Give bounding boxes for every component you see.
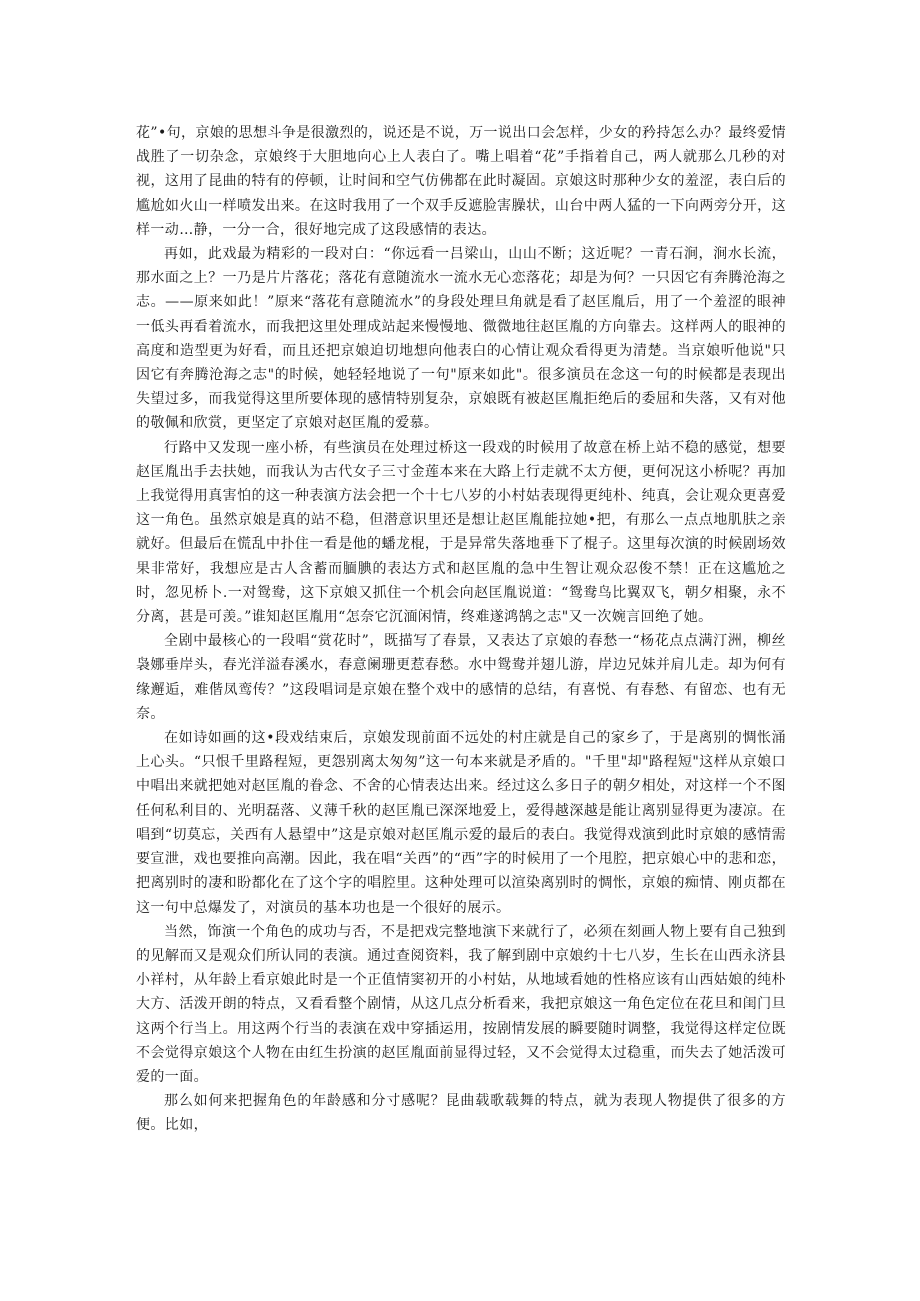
paragraph-3: 行路中又发现一座小桥，有些演员在处理过桥这一段戏的时候用了故意在桥上站不稳的感觉，想要赵匡胤出手去扶她，而我认为古代女子三寸金莲本来在大路上行走就不太方便，更何况这小桥呢？再加上我觉得用真害怕的这一种表演方法会把一个十七八岁的小村姑表现得更纯朴、纯真，会让观众更喜爱这一角色。虽然京娘是真的站不稳，但潜意识里还是想让赵匡胤能拉她•把，有那么一点点地肌肤之亲就好。但最后在慌乱中扑住一看是他的蟠龙棍，于是异常失落地垂下了棍子。这里每次演的时候剧场效果非常好，我想应是古人含蓄而腼腆的表达方式和赵匡胤的急中生智让观众忍俊不禁！正在这尴尬之时，忽见桥卜.一对鸳鸯，这下京娘又抓住一个机会向赵匡胤说道：“鸳鸯鸟比翼双飞，朝夕相聚，永不分离，甚是可羡。”谁知赵匡胤用“怎奈它沉湎闲情，终难遂鸿鹄之志"又一次婉言回绝了她。 — [136, 439, 786, 626]
paragraph-4: 全剧中最核心的一段唱“赏花时”，既描写了春景，又表达了京娘的春愁一“杨花点点满汀洲，柳丝袅娜垂岸头，春光洋溢春溪水，春意阑珊更惹春愁。水中鸳鸯并翅儿游，岸边兄妹并肩儿走。却为何有缘邂逅，难偕凤鸾传？”这段唱词是京娘在整个戏中的感情的总结，有喜悦、有春愁、有留恋、也有无奈。 — [136, 633, 786, 722]
paragraph-7: 那么如何来把握角色的年龄感和分寸感呢？昆曲载歌载舞的特点，就为表现人物提供了很多的方便。比如， — [136, 1093, 786, 1134]
paragraph-2: 再如，此戏最为精彩的一段对白：“你远看一吕梁山，山山不断；这近呢？一青石涧，涧水长流，那水面之上？一乃是片片落花；落花有意随流水一流水无心恋落花；却是为何？一只因它有奔腾沧海之志。——原来如此！”原来“落花有意随流水”的身段处理旦角就是看了赵匡胤后，用了一个羞涩的眼神一低头再看着流水，而我把这里处理成站起来慢慢地、微微地往赵匡胤的方向靠去。这样两人的眼神的高度和造型更为好看，而且还把京娘迫切地想向他表白的心情让观众看得更为清楚。当京娘听他说"只因它有奔腾沧海之志"的时候，她轻轻地说了一句"原来如此"。很多演员在念这一句的时候都是表现出失望过多，而我觉得这里所要体现的感情特别复杂，京娘既有被赵匡胤拒绝后的委屈和失落，又有对他的敬佩和欣赏，更坚定了京娘对赵匡胤的爱慕。 — [136, 246, 786, 432]
paragraph-1: 花”•句，京娘的思想斗争是很激烈的，说还是不说，万一说出口会怎样，少女的矜持怎么办？最终爱情战胜了一切杂念，京娘终于大胆地向心上人表白了。嘴上唱着“花”手指着自己，两人就那么几秒的对视，这用了昆曲的特有的停顿，让时间和空气仿佛都在此时凝固。京娘这时那种少女的羞涩，表白后的尴尬如火山一样喷发出来。在这时我用了一个双手反遮脸害臊状，山台中两人猛的一下向两旁分开，这样一动…静，一分一合，很好地完成了这段感情的表达。 — [136, 125, 786, 238]
paragraph-5: 在如诗如画的这•段戏结束后，京娘发现前面不远处的村庄就是自己的家乡了，于是离别的惆怅涌上心头。“只恨千里路程短，更怨别离太匆匆”这一句本来就是矛盾的。"千里"却"路程短"这样从京娘口中唱出来就把她对赵匡胤的眷念、不舍的心情表达出来。经过这么多日子的朝夕相处，对这样一个不图任何私利目的、光明磊落、义薄千秋的赵匡胤已深深地爱上，爱得越深越是能让离别显得更为凄凉。在唱到“切莫忘，关西有人悬望中”这是京娘对赵匡胤示爱的最后的表白。我觉得戏演到此时京娘的感情需要宣泄，戏也要推向高潮。因此，我在唱“关西”的“西”字的时候用了一个甩腔，把京娘心中的悲和恋，把离别时的凄和盼都化在了这个字的唱腔里。这种处理可以渲染离别时的惆怅，京娘的痴情、刚贞都在这一句中总爆发了，对演员的基本功也是一个很好的展示。 — [136, 730, 786, 916]
paragraph-6: 当然，饰演一个角色的成功与否，不是把戏完整地演下来就行了，必须在刻画人物上要有自己独到的见解而又是观众们所认同的表演。通过查阅资料，我了解到剧中京娘约十七八岁，生长在山西永济县小祥村，从年龄上看京娘此时是一个正值情窦初开的小村姑，从地域看她的性格应该有山西姑娘的纯朴大方、活泼开朗的特点，又看看整个剧情，从这几点分析看来，我把京娘这一角色定位在花旦和闺门旦这两个行当上。用这两个行当的表演在戏中穿插运用，按剧情发展的瞬要随时调整，我觉得这样定位既不会觉得京娘这个人物在由红生扮演的赵匡胤面前显得过轻，又不会觉得太过稳重，而失去了她活泼可爱的一面。 — [136, 923, 786, 1085]
document-page — [136, 121, 786, 1138]
